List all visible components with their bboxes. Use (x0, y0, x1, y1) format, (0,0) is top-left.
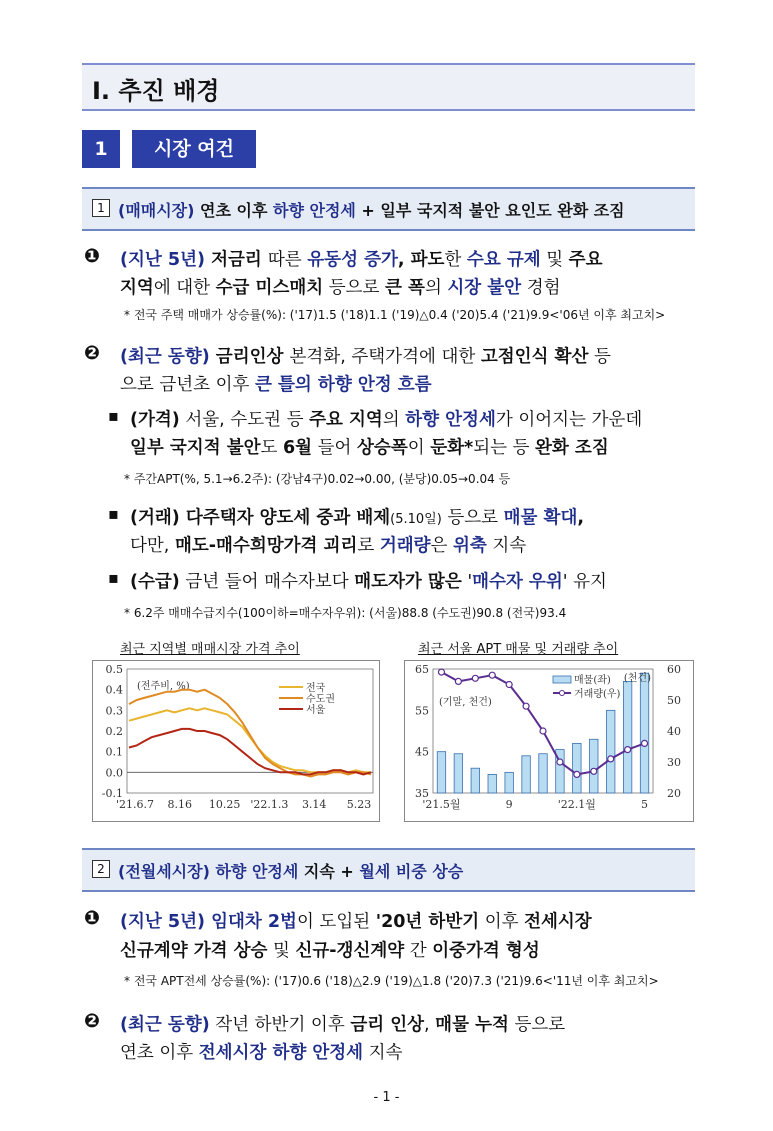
bullet-price-note: * 주간APT(%, 5.1→6.2주): (강남4구)0.02→0.00, (분당)0.05→0.04 등 (124, 472, 511, 486)
text-run: 주요 (568, 250, 603, 270)
text-run: 에 대한 (153, 278, 216, 298)
text-run: 간 (404, 941, 433, 961)
text-run: 의 (424, 278, 448, 298)
chart-2-frame (404, 660, 694, 822)
text-run: (최근 동향) (120, 347, 210, 367)
bullet-trade-line-1 (130, 504, 584, 529)
text-run: 전세시장 (524, 912, 592, 932)
subsection-2-title (118, 859, 463, 882)
text-run: (가격) (130, 410, 180, 430)
text-run: 로 (357, 536, 380, 556)
bullet-trade-line-2 (130, 532, 526, 557)
text-run: 다만, (130, 536, 175, 556)
text-run: 하향 안정세 (405, 410, 496, 430)
subsection-1-title (118, 198, 625, 221)
x-tick-label: 10.25 (208, 798, 241, 811)
y-tick-label: 0.4 (105, 683, 123, 697)
text-run: 위축 (453, 536, 487, 556)
chart-1-unit-note: (전주비, %) (137, 681, 190, 692)
bar (454, 754, 462, 793)
text-run: 수급 미스매치 (215, 278, 324, 298)
bar (522, 756, 530, 793)
text-run: 따른 (267, 250, 308, 270)
left-tick-label: 35 (415, 787, 429, 800)
text-run: 등으로 (323, 278, 386, 298)
text-run: 지속 + (298, 862, 360, 881)
text-run: 의 (382, 410, 406, 430)
volume-point (523, 703, 529, 709)
bullet-supply-marker: ▪ (108, 568, 119, 587)
item-1-note: * 전국 주택 매매가 상승률(%): ('17)1.5 ('18)1.1 ('19)△0.4 ('20)5.4 ('21)9.9<'06년 이후 최고치> (124, 308, 666, 322)
y-tick-label: -0.1 (101, 787, 123, 800)
chart-2-unit-note: (기말, 천건) (439, 697, 492, 708)
right-tick-label: 30 (667, 756, 681, 769)
text-run: 으로 금년초 이후 (120, 375, 256, 395)
text-run: 다주택자 양도세 중과 배제 (179, 508, 391, 528)
text-run: 전세시장 하향 안정세 (198, 1043, 364, 1063)
x-tick-label: '21.5월 (422, 798, 461, 811)
subsection-1-number: 1 (92, 199, 110, 217)
subsection-2-bar (82, 848, 695, 892)
text-run: 연초 이후 (120, 1043, 199, 1063)
legend-swatch-bar (553, 676, 571, 683)
legend-label: 거래량(우) (574, 689, 621, 700)
text-run: , 파도 (397, 250, 445, 270)
text-run: 하향 안정세 (209, 862, 299, 881)
text-run: 이후 (479, 912, 525, 932)
x-tick-label: '22.1월 (557, 798, 596, 811)
text-run: 은 (430, 536, 453, 556)
text-run: 임대차 2법 (204, 912, 297, 932)
text-run: 신규-갱신계약 (295, 941, 405, 961)
text-run: 들어 (312, 438, 358, 458)
text-run: 가 이어지는 가운데 (495, 410, 643, 430)
text-run: 작년 하반기 이후 (209, 1015, 351, 1035)
text-run: 큰 폭 (385, 278, 425, 298)
text-run: 및 (267, 941, 296, 961)
right-tick-label: 50 (667, 694, 681, 707)
bar (573, 743, 581, 793)
text-run: ' 유지 (562, 572, 607, 592)
bullet-price-line-2 (130, 434, 609, 459)
text-run: , (424, 1015, 436, 1035)
y-tick-label: 0.5 (105, 663, 123, 676)
text-run: 지역 (120, 278, 154, 298)
y-tick-label: 0.0 (105, 766, 123, 780)
text-run: 등으로 (508, 1015, 566, 1035)
text-run: 금년 들어 매수자보다 (179, 572, 355, 592)
right-tick-label: 40 (667, 725, 681, 738)
text-run: (최근 동향) (120, 1015, 210, 1035)
text-run: 고점인식 확산 (480, 347, 589, 367)
bullet-supply-note: * 6.2주 매매수급지수(100이하=매수자우위): (서울)88.8 (수도권)90.8 (전국)93.4 (124, 606, 567, 620)
text-run: 한 (444, 250, 467, 270)
volume-point (455, 678, 461, 684)
legend-label: 수도권 (306, 694, 335, 705)
volume-point (472, 675, 478, 681)
text-run: 매물 누적 (435, 1015, 509, 1035)
volume-point (540, 728, 546, 734)
text-run: 및 (540, 250, 569, 270)
bar (606, 710, 614, 793)
bar (590, 739, 598, 793)
bar (640, 673, 648, 793)
text-run: 이 (407, 438, 431, 458)
y-tick-label: 0.3 (105, 704, 123, 718)
text-run: 유동성 증가 (307, 250, 398, 270)
text-run: (수급) (130, 572, 180, 592)
text-run: 등으로 (441, 508, 504, 528)
left-tick-label: 55 (415, 704, 429, 718)
text-run: 본격화, 주택가격에 대한 (289, 347, 481, 367)
bar (623, 681, 631, 793)
text-run: 하향 안정세 (273, 201, 356, 220)
chart-1-svg (93, 661, 379, 821)
section-number: 1 (82, 130, 120, 168)
y-tick-label: 0.1 (105, 745, 123, 759)
item-2-line-1 (120, 343, 611, 368)
chart-2-title: 최근 서울 APT 매물 및 거래량 추이 (418, 642, 619, 657)
item-3-marker: ❶ (84, 907, 101, 929)
right-tick-label: 20 (667, 787, 681, 800)
volume-point (625, 747, 631, 753)
text-run: 6월 (283, 438, 313, 458)
text-run: 둔화* (430, 438, 474, 458)
bullet-supply-line-1 (130, 568, 607, 593)
text-run: 지속 (486, 536, 527, 556)
text-run: , (577, 508, 585, 528)
x-tick-label: 9 (505, 798, 513, 811)
item-2-marker: ❷ (84, 342, 101, 364)
volume-point (489, 672, 495, 678)
text-run: 경험 (521, 278, 561, 298)
item-3-line-2 (120, 937, 540, 962)
volume-point (557, 759, 563, 765)
bar (539, 754, 547, 793)
legend-label: 매물(좌) (574, 675, 611, 686)
item-3-line-1 (120, 908, 592, 933)
item-1-line-1 (120, 246, 602, 271)
text-run: 시장 불안 (447, 278, 522, 298)
bullet-price-marker: ▪ (108, 406, 119, 425)
text-run: 도 (260, 438, 283, 458)
text-run: (5.10일) (390, 512, 442, 527)
volume-point (574, 771, 580, 777)
text-run: '20년 하반기 (375, 912, 480, 932)
text-run: 지속 (363, 1043, 403, 1063)
bullet-trade-marker: ▪ (108, 504, 119, 523)
text-run: (매매시장) (118, 201, 195, 220)
text-run: 금리 인상 (350, 1015, 425, 1035)
text-run: 서울, 수도권 등 (179, 410, 310, 430)
legend-swatch-point (560, 691, 565, 696)
text-run: (지난 5년) (120, 250, 205, 270)
volume-point (608, 756, 614, 762)
text-run: (지난 5년) (120, 912, 205, 932)
left-tick-label: 45 (415, 745, 429, 759)
text-run: 저금리 (204, 250, 268, 270)
x-tick-label: 3.14 (301, 798, 327, 811)
right-tick-label: 60 (667, 663, 681, 676)
chart-2-svg (405, 661, 693, 821)
x-tick-label: 5.23 (346, 798, 372, 811)
bar (505, 772, 513, 793)
text-run: 큰 틀의 하향 안정 흐름 (255, 375, 432, 395)
page-number: - 1 - (373, 1090, 400, 1105)
title-bar (82, 63, 695, 111)
item-1-line-2 (120, 274, 561, 299)
subsection-1-bar (82, 187, 695, 231)
text-run: 매도자가 많은 (354, 572, 462, 592)
text-run: 수요 규제 (466, 250, 541, 270)
chart-2-right-unit: (천건) (623, 673, 651, 684)
text-run: 매도-매수희망가격 괴리 (174, 536, 358, 556)
bar (437, 752, 445, 793)
text-run: (거래) (130, 508, 180, 528)
text-run: 상승폭 (357, 438, 408, 458)
text-run: 주요 지역 (309, 410, 383, 430)
text-run: 거래량 (379, 536, 431, 556)
section-title: 시장 여건 (132, 130, 256, 168)
text-run: 되는 등 (473, 438, 536, 458)
chart-1-frame (92, 660, 380, 822)
text-run: 매수자 우위 (472, 572, 563, 592)
volume-point (438, 669, 444, 675)
text-run: 연초 이후 (194, 201, 273, 220)
text-run: ' (461, 572, 473, 592)
page-title: Ⅰ. 추진 배경 (92, 77, 220, 105)
item-2-line-2 (120, 371, 432, 396)
volume-point (506, 682, 512, 688)
x-tick-label: '22.1.3 (250, 798, 289, 811)
item-3-note: * 전국 APT전세 상승률(%): ('17)0.6 ('18)△2.9 ('19)△1.8 ('20)7.3 ('21)9.6<'11년 이후 최고치> (124, 974, 659, 988)
item-4-line-2 (120, 1039, 402, 1064)
text-run: (전월세시장) (118, 862, 210, 881)
bar (471, 768, 479, 793)
volume-point (642, 740, 648, 746)
x-tick-label: 5 (641, 798, 649, 811)
item-4-line-1 (120, 1011, 565, 1036)
text-run: 이 도입된 (296, 912, 376, 932)
text-run: 이중가격 형성 (432, 941, 540, 961)
bar (488, 774, 496, 793)
text-run: 완화 조짐 (535, 438, 609, 458)
text-run: 신규계약 가격 상승 (120, 941, 268, 961)
item-1-marker: ❶ (84, 245, 101, 267)
x-tick-label: 8.16 (167, 798, 193, 811)
text-run: 등 (588, 347, 611, 367)
text-run: + 일부 국지적 불안 요인도 완화 조짐 (355, 201, 625, 220)
series-line-0 (129, 708, 371, 772)
bullet-price-line-1 (130, 406, 642, 431)
y-tick-label: 0.2 (105, 725, 123, 738)
text-run: 금리인상 (209, 347, 290, 367)
text-run: 일부 국지적 불안 (130, 438, 261, 458)
text-run: 월세 비중 상승 (359, 862, 464, 881)
item-4-marker: ❷ (84, 1010, 101, 1032)
volume-point (591, 768, 597, 774)
x-tick-label: '21.6.7 (115, 798, 155, 811)
left-tick-label: 65 (415, 663, 429, 676)
text-run: 매물 확대 (503, 508, 578, 528)
legend-label: 전국 (306, 683, 326, 694)
legend-label: 서울 (306, 705, 326, 716)
subsection-2-number: 2 (92, 860, 110, 878)
chart-1-title: 최근 지역별 매매시장 가격 추이 (120, 642, 300, 657)
